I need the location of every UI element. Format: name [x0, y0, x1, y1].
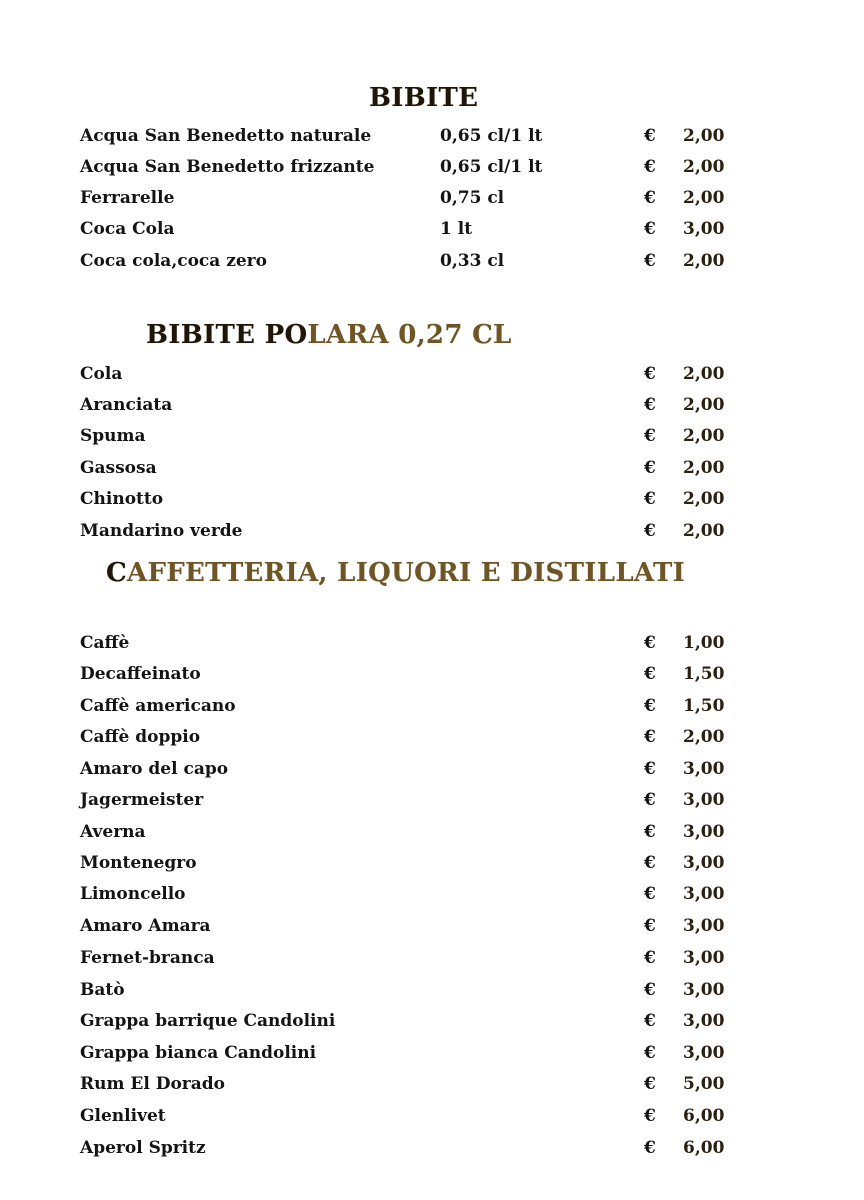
item-name: Grappa barrique Candolini — [80, 1011, 336, 1031]
menu-item — [0, 1102, 864, 1130]
menu-item — [0, 1007, 864, 1035]
menu-item — [0, 360, 864, 388]
item-price: 2,00 — [683, 188, 725, 208]
menu-item — [0, 944, 864, 972]
euro-symbol: € — [644, 188, 656, 208]
item-price: 3,00 — [683, 1043, 725, 1063]
euro-symbol: € — [644, 251, 656, 271]
section-title-bibite-polara: BIBITE POLARA 0,27 CL — [146, 320, 512, 350]
euro-symbol: € — [644, 458, 656, 478]
menu-item — [0, 1134, 864, 1162]
menu-item — [0, 880, 864, 908]
menu-item — [0, 629, 864, 657]
item-name: Aperol Spritz — [80, 1138, 206, 1158]
item-name: Chinotto — [80, 489, 164, 509]
euro-symbol: € — [644, 126, 656, 146]
item-price: 2,00 — [683, 727, 725, 747]
item-price: 2,00 — [683, 521, 725, 541]
item-price: 3,00 — [683, 759, 725, 779]
item-name: Batò — [80, 980, 125, 1000]
euro-symbol: € — [644, 727, 656, 747]
menu-item — [0, 422, 864, 450]
item-name: Limoncello — [80, 884, 186, 904]
item-name: Cola — [80, 364, 123, 384]
item-name: Mandarino verde — [80, 521, 243, 541]
item-name: Amaro Amara — [80, 916, 211, 936]
item-price: 1,50 — [683, 696, 725, 716]
item-price: 2,00 — [683, 458, 725, 478]
euro-symbol: € — [644, 1106, 656, 1126]
euro-symbol: € — [644, 1138, 656, 1158]
euro-symbol: € — [644, 157, 656, 177]
menu-item — [0, 755, 864, 783]
item-name: Spuma — [80, 426, 146, 446]
item-price: 3,00 — [683, 790, 725, 810]
euro-symbol: € — [644, 980, 656, 1000]
item-price: 3,00 — [683, 916, 725, 936]
item-price: 6,00 — [683, 1106, 725, 1126]
menu-item — [0, 122, 864, 150]
euro-symbol: € — [644, 759, 656, 779]
item-name: Jagermeister — [80, 790, 204, 810]
euro-symbol: € — [644, 948, 656, 968]
menu-item — [0, 849, 864, 877]
menu-item — [0, 786, 864, 814]
item-price: 2,00 — [683, 251, 725, 271]
euro-symbol: € — [644, 364, 656, 384]
item-name: Amaro del capo — [80, 759, 229, 779]
item-price: 1,50 — [683, 664, 725, 684]
item-price: 5,00 — [683, 1074, 725, 1094]
item-name: Coca cola,coca zero — [80, 251, 267, 271]
item-price: 2,00 — [683, 126, 725, 146]
item-quantity: 0,75 cl — [440, 188, 505, 208]
euro-symbol: € — [644, 426, 656, 446]
menu-item — [0, 1070, 864, 1098]
item-quantity: 0,65 cl/1 lt — [440, 126, 543, 146]
item-name: Averna — [80, 822, 146, 842]
item-name: Gassosa — [80, 458, 157, 478]
item-price: 2,00 — [683, 364, 725, 384]
item-name: Caffè doppio — [80, 727, 201, 747]
euro-symbol: € — [644, 395, 656, 415]
menu-item — [0, 976, 864, 1004]
item-quantity: 1 lt — [440, 219, 473, 239]
item-name: Decaffeinato — [80, 664, 201, 684]
menu-item — [0, 184, 864, 212]
menu-item — [0, 517, 864, 545]
euro-symbol: € — [644, 790, 656, 810]
menu-item — [0, 215, 864, 243]
item-price: 3,00 — [683, 853, 725, 873]
item-name: Coca Cola — [80, 219, 175, 239]
item-price: 2,00 — [683, 426, 725, 446]
item-price: 1,00 — [683, 633, 725, 653]
menu-item — [0, 485, 864, 513]
menu-item — [0, 660, 864, 688]
euro-symbol: € — [644, 1011, 656, 1031]
menu-item — [0, 153, 864, 181]
item-name: Montenegro — [80, 853, 197, 873]
euro-symbol: € — [644, 219, 656, 239]
menu-item — [0, 1039, 864, 1067]
euro-symbol: € — [644, 1074, 656, 1094]
item-name: Rum El Dorado — [80, 1074, 226, 1094]
item-price: 3,00 — [683, 884, 725, 904]
item-price: 3,00 — [683, 219, 725, 239]
euro-symbol: € — [644, 853, 656, 873]
menu-item — [0, 247, 864, 275]
item-price: 6,00 — [683, 1138, 725, 1158]
item-name: Caffè americano — [80, 696, 236, 716]
item-price: 2,00 — [683, 157, 725, 177]
euro-symbol: € — [644, 521, 656, 541]
menu-item — [0, 818, 864, 846]
menu-item — [0, 391, 864, 419]
item-price: 3,00 — [683, 980, 725, 1000]
item-name: Glenlivet — [80, 1106, 166, 1126]
euro-symbol: € — [644, 664, 656, 684]
item-price: 3,00 — [683, 1011, 725, 1031]
item-name: Fernet-branca — [80, 948, 215, 968]
item-name: Ferrarelle — [80, 188, 175, 208]
item-price: 3,00 — [683, 822, 725, 842]
euro-symbol: € — [644, 822, 656, 842]
item-name: Aranciata — [80, 395, 173, 415]
item-name: Caffè — [80, 633, 130, 653]
item-price: 3,00 — [683, 948, 725, 968]
item-quantity: 0,65 cl/1 lt — [440, 157, 543, 177]
euro-symbol: € — [644, 884, 656, 904]
menu-item — [0, 692, 864, 720]
euro-symbol: € — [644, 489, 656, 509]
euro-symbol: € — [644, 916, 656, 936]
menu-item — [0, 912, 864, 940]
item-quantity: 0,33 cl — [440, 251, 505, 271]
euro-symbol: € — [644, 696, 656, 716]
item-name: Acqua San Benedetto naturale — [80, 126, 372, 146]
item-name: Grappa bianca Candolini — [80, 1043, 317, 1063]
euro-symbol: € — [644, 1043, 656, 1063]
item-price: 2,00 — [683, 489, 725, 509]
item-name: Acqua San Benedetto frizzante — [80, 157, 375, 177]
section-title-bibite: BIBITE — [369, 83, 479, 113]
menu-item — [0, 723, 864, 751]
euro-symbol: € — [644, 633, 656, 653]
section-title-caffetteria: CAFFETTERIA, LIQUORI E DISTILLATI — [106, 558, 686, 588]
menu-item — [0, 454, 864, 482]
item-price: 2,00 — [683, 395, 725, 415]
